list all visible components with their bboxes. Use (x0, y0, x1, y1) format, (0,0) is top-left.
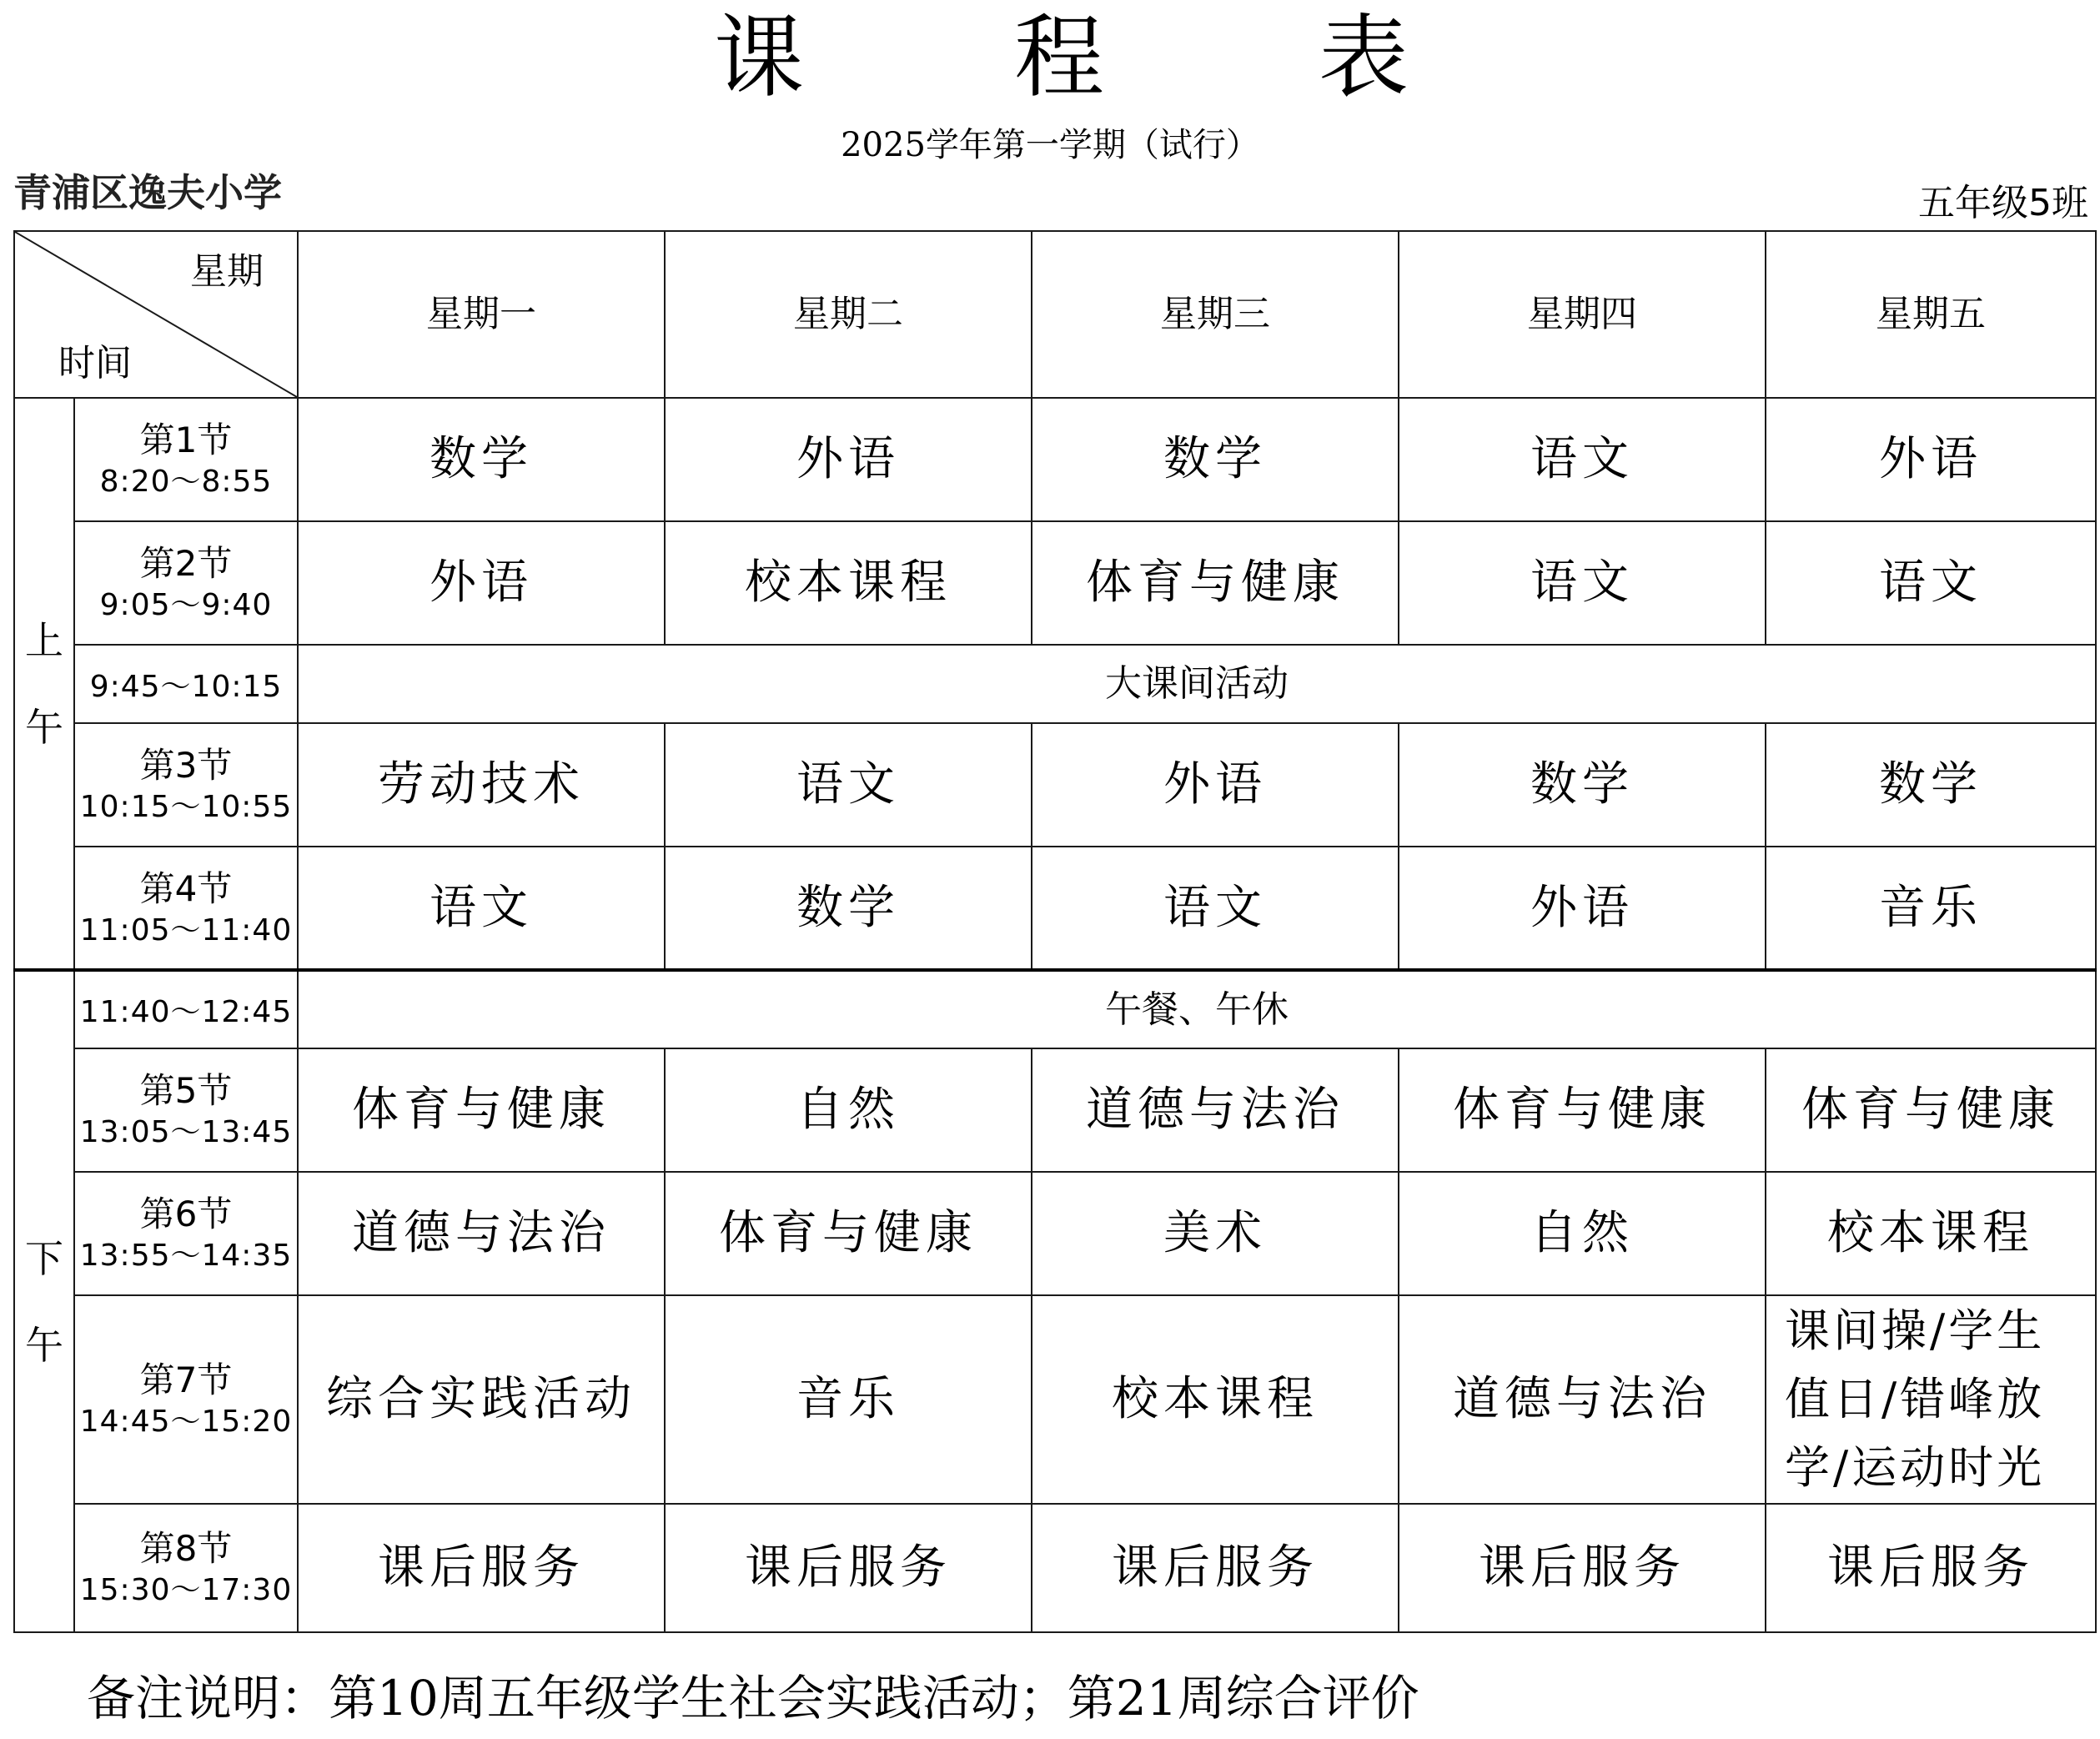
morning-label (14, 398, 74, 970)
break-time: 9:45～10:15 (74, 645, 298, 723)
period-row (14, 521, 2096, 645)
subject-cell: 自然 (665, 1048, 1032, 1172)
period-label: 第5节 (139, 1070, 233, 1111)
subject-cell: 外语 (1399, 847, 1766, 970)
subject-cell: 语文 (665, 723, 1032, 847)
subject-cell: 校本课程 (1032, 1295, 1399, 1504)
period-time: 13:55～14:35 (79, 1239, 293, 1273)
subject-cell: 语文 (1766, 521, 2096, 645)
subject-cell: 音乐 (665, 1295, 1032, 1504)
subject-cell: 校本课程 (1766, 1172, 2096, 1295)
break-row (14, 645, 2096, 723)
period-cell (74, 723, 298, 847)
afternoon-label (14, 970, 74, 1632)
morning-char: 午 (25, 704, 63, 750)
period-cell (74, 1048, 298, 1172)
corner-cell (14, 231, 298, 398)
subject-cell: 美术 (1032, 1172, 1399, 1295)
subject-cell: 数学 (1399, 723, 1766, 847)
break-activity: 大课间活动 (298, 645, 2096, 723)
period-row (14, 847, 2096, 970)
subject-cell: 体育与健康 (665, 1172, 1032, 1295)
subject-cell: 道德与法治 (298, 1172, 665, 1295)
day-header: 星期五 (1766, 231, 2096, 398)
period-time: 11:05～11:40 (79, 912, 293, 947)
period-time: 9:05～9:40 (99, 588, 273, 622)
subject-cell: 课后服务 (298, 1504, 665, 1632)
break-time: 11:40～12:45 (74, 970, 298, 1048)
subject-cell: 道德与法治 (1399, 1295, 1766, 1504)
class-name: 五年级5班 (1918, 182, 2088, 224)
period-cell (74, 1295, 298, 1504)
subject-cell: 音乐 (1766, 847, 2096, 970)
subject-cell: 语文 (1399, 398, 1766, 521)
period-label: 第1节 (139, 420, 233, 460)
subject-cell: 数学 (1766, 723, 2096, 847)
period-cell (74, 521, 298, 645)
subject-cell: 自然 (1399, 1172, 1766, 1295)
subject-cell: 综合实践活动 (298, 1295, 665, 1504)
subject-cell: 课后服务 (1032, 1504, 1399, 1632)
timetable (13, 230, 2097, 1633)
break-activity: 午餐、午休 (298, 970, 2096, 1048)
corner-time-label: 时间 (58, 342, 132, 384)
day-header: 星期二 (665, 231, 1032, 398)
period-row (14, 723, 2096, 847)
subject-cell: 体育与健康 (1399, 1048, 1766, 1172)
period-cell (74, 398, 298, 521)
subject-cell: 校本课程 (665, 521, 1032, 645)
subject-cell: 课后服务 (1399, 1504, 1766, 1632)
term-subtitle: 2025学年第一学期（试行） (841, 126, 1259, 164)
remarks-note: 备注说明：第10周五年级学生社会实践活动；第21周综合评价 (87, 1670, 1419, 1726)
morning-char: 上 (25, 617, 63, 663)
period-label: 第7节 (139, 1360, 233, 1400)
period-time: 13:05～13:45 (79, 1115, 293, 1149)
period-time: 14:45～15:20 (79, 1405, 293, 1439)
title-char: 程 (1013, 6, 1104, 110)
period-row (14, 1295, 2096, 1504)
subject-cell: 外语 (665, 398, 1032, 521)
subject-cell: 数学 (298, 398, 665, 521)
subject-cell: 课后服务 (1766, 1504, 2096, 1632)
period-label: 第3节 (139, 745, 233, 786)
day-header: 星期一 (298, 231, 665, 398)
subject-cell: 体育与健康 (1766, 1048, 2096, 1172)
subject-cell: 劳动技术 (298, 723, 665, 847)
period-cell (74, 1504, 298, 1632)
subject-cell: 道德与法治 (1032, 1048, 1399, 1172)
period-cell (74, 847, 298, 970)
period-time: 15:30～17:30 (79, 1573, 293, 1607)
period-label: 第4节 (139, 867, 233, 909)
subject-cell: 课间操/学生 值日/错峰放 学/运动时光 (1766, 1295, 2096, 1504)
afternoon-char: 下 (25, 1235, 63, 1281)
period-cell (74, 1172, 298, 1295)
period-time: 10:15～10:55 (79, 790, 293, 824)
subject-cell: 语文 (298, 847, 665, 970)
subject-cell: 数学 (665, 847, 1032, 970)
period-row (14, 1048, 2096, 1172)
period-time: 8:20～8:55 (99, 465, 273, 499)
subject-cell: 语文 (1399, 521, 1766, 645)
break-row (14, 970, 2096, 1048)
period-row (14, 1504, 2096, 1632)
page-title (0, 0, 2100, 117)
period-label: 第6节 (139, 1194, 233, 1234)
subject-cell: 语文 (1032, 847, 1399, 970)
day-header: 星期三 (1032, 231, 1399, 398)
period-row (14, 398, 2096, 521)
subject-cell: 外语 (1032, 723, 1399, 847)
subject-cell: 数学 (1032, 398, 1399, 521)
title-char: 课 (713, 6, 804, 110)
title-char: 表 (1318, 6, 1409, 110)
period-label: 第8节 (139, 1528, 233, 1569)
afternoon-char: 午 (25, 1322, 63, 1368)
day-header: 星期四 (1399, 231, 1766, 398)
period-label: 第2节 (139, 543, 233, 584)
subject-cell: 体育与健康 (1032, 521, 1399, 645)
subject-cell: 课后服务 (665, 1504, 1032, 1632)
period-row (14, 1172, 2096, 1295)
subject-cell: 体育与健康 (298, 1048, 665, 1172)
header-row (14, 231, 2096, 398)
subject-cell: 外语 (298, 521, 665, 645)
school-name: 青浦区逸夫小学 (13, 170, 282, 215)
corner-weekday-label: 星期 (190, 250, 264, 293)
subject-cell: 外语 (1766, 398, 2096, 521)
